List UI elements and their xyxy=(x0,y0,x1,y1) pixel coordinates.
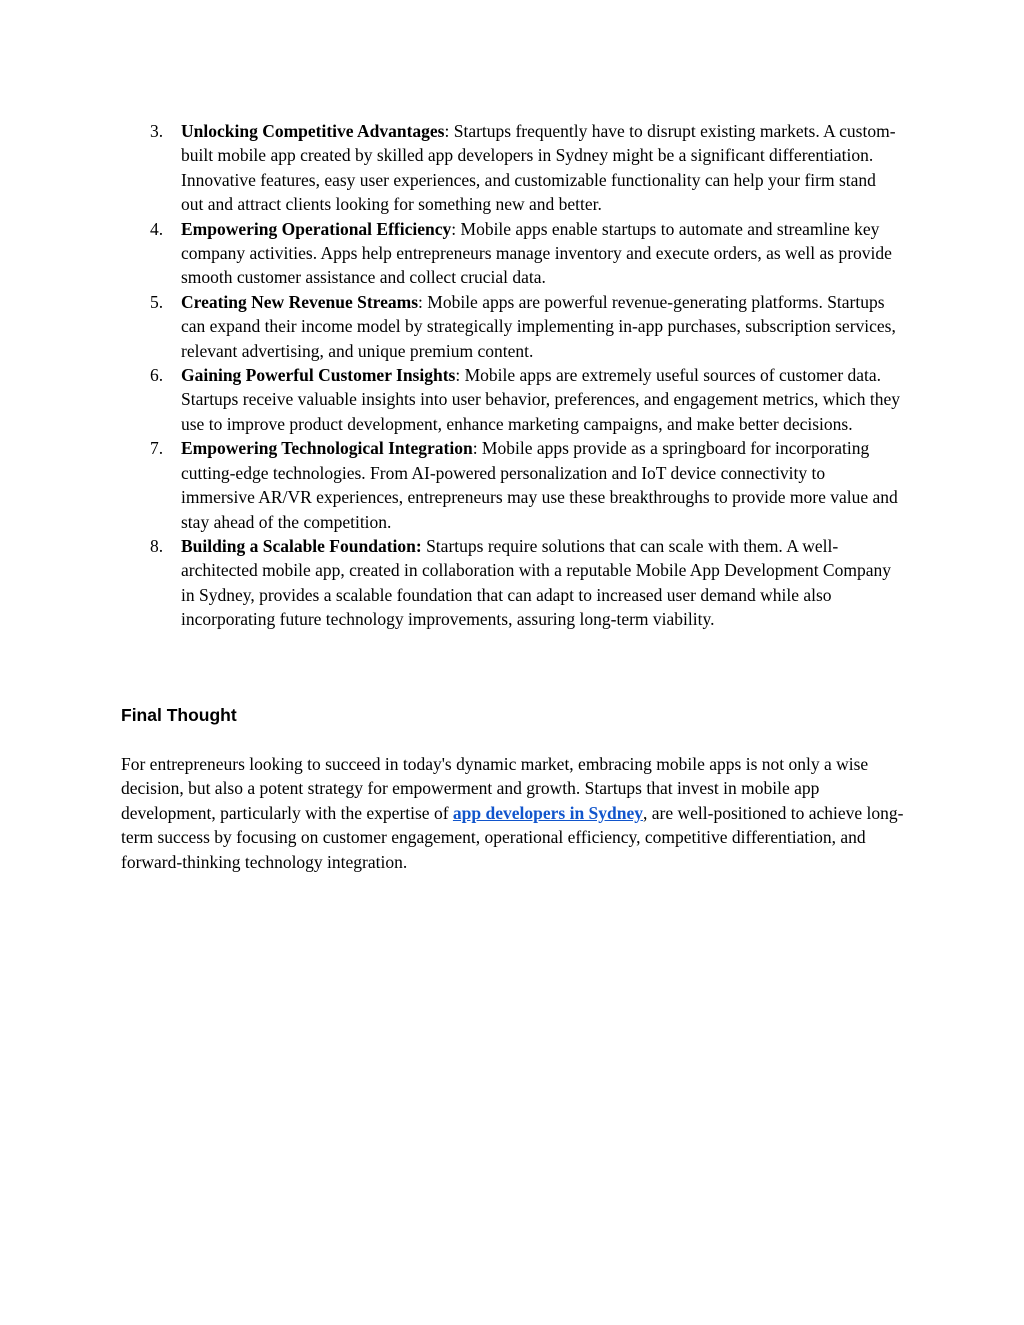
list-item-text: : Startups frequently have to disrupt existing markets. A custom-built mobile app created by skilled app developers in Sydney might be a significant differentiation. Innovative features, easy user experiences, and customizable functionality can help your firm stand out and attract clients looking for something new and better. xyxy=(181,121,896,215)
benefits-list xyxy=(0,119,1024,632)
list-item-title: Gaining Powerful Customer Insights xyxy=(181,365,456,386)
list-item-text: : Mobile apps are powerful revenue-generating platforms. Startups can expand their income model by strategically implementing in-app purchases, subscription services, relevant advertising, and unique premium content. xyxy=(181,291,896,361)
list-item-number: 6. xyxy=(150,365,164,386)
paragraph-text-before-link: For entrepreneurs looking to succeed in today's dynamic market, embracing mobile apps is not only a wise decision, but also a potent strategy for empowerment and growth. Startups that invest in mobile app development, particularly with the expertise of xyxy=(121,754,869,823)
list-item xyxy=(0,290,901,363)
list-item xyxy=(0,363,901,436)
list-item-text: Startups require solutions that can scale with them. A well-architected mobile app, created in collaboration with a reputable Mobile App Development Company in Sydney, provides a scalable foundation that can adapt to increased user demand while also incorporating future technology improvements, assuring long-term viability. xyxy=(181,535,891,630)
list-item-number: 7. xyxy=(150,438,164,459)
list-item xyxy=(0,217,901,290)
list-item xyxy=(0,436,901,534)
list-item-text: : Mobile apps are extremely useful sources of customer data. Startups receive valuable insights into user behavior, preferences, and engagement metrics, which they use to improve product development, enhance marketing campaigns, and make better decisions. xyxy=(181,365,900,434)
list-item xyxy=(0,534,901,632)
paragraph-text-after-link: , are well-positioned to achieve long-term success by focusing on customer engagement, operational efficiency, competitive differentiation, and forward-thinking technology integration. xyxy=(121,802,904,872)
app-developers-link[interactable]: app developers in Sydney xyxy=(452,802,644,823)
final-thought-paragraph xyxy=(121,752,906,874)
list-item-title: Empowering Technological Integration xyxy=(181,438,473,459)
list-item-title: Creating New Revenue Streams xyxy=(181,291,419,312)
final-thought-heading: Final Thought xyxy=(121,705,237,725)
list-item-title: Unlocking Competitive Advantages xyxy=(181,121,445,141)
list-item-title: Empowering Operational Efficiency xyxy=(181,218,452,239)
list-item-text: : Mobile apps provide as a springboard for incorporating cutting-edge technologies. From AI-powered personalization and IoT device connectivity to immersive AR/VR experiences, entrepreneurs may use these breakthroughs to provide more value and stay ahead of the competition. xyxy=(181,438,898,532)
list-item xyxy=(0,119,901,217)
list-item-text: : Mobile apps enable startups to automate and streamline key company activities. Apps help entrepreneurs manage inventory and execute orders, as well as provide smooth customer assistance and collect crucial data. xyxy=(181,218,892,288)
list-item-title: Building a Scalable Foundation: xyxy=(181,535,422,556)
list-item-number: 3. xyxy=(150,121,164,141)
list-item-number: 5. xyxy=(150,291,164,312)
list-item-number: 8. xyxy=(150,535,164,556)
list-item-number: 4. xyxy=(150,218,164,239)
